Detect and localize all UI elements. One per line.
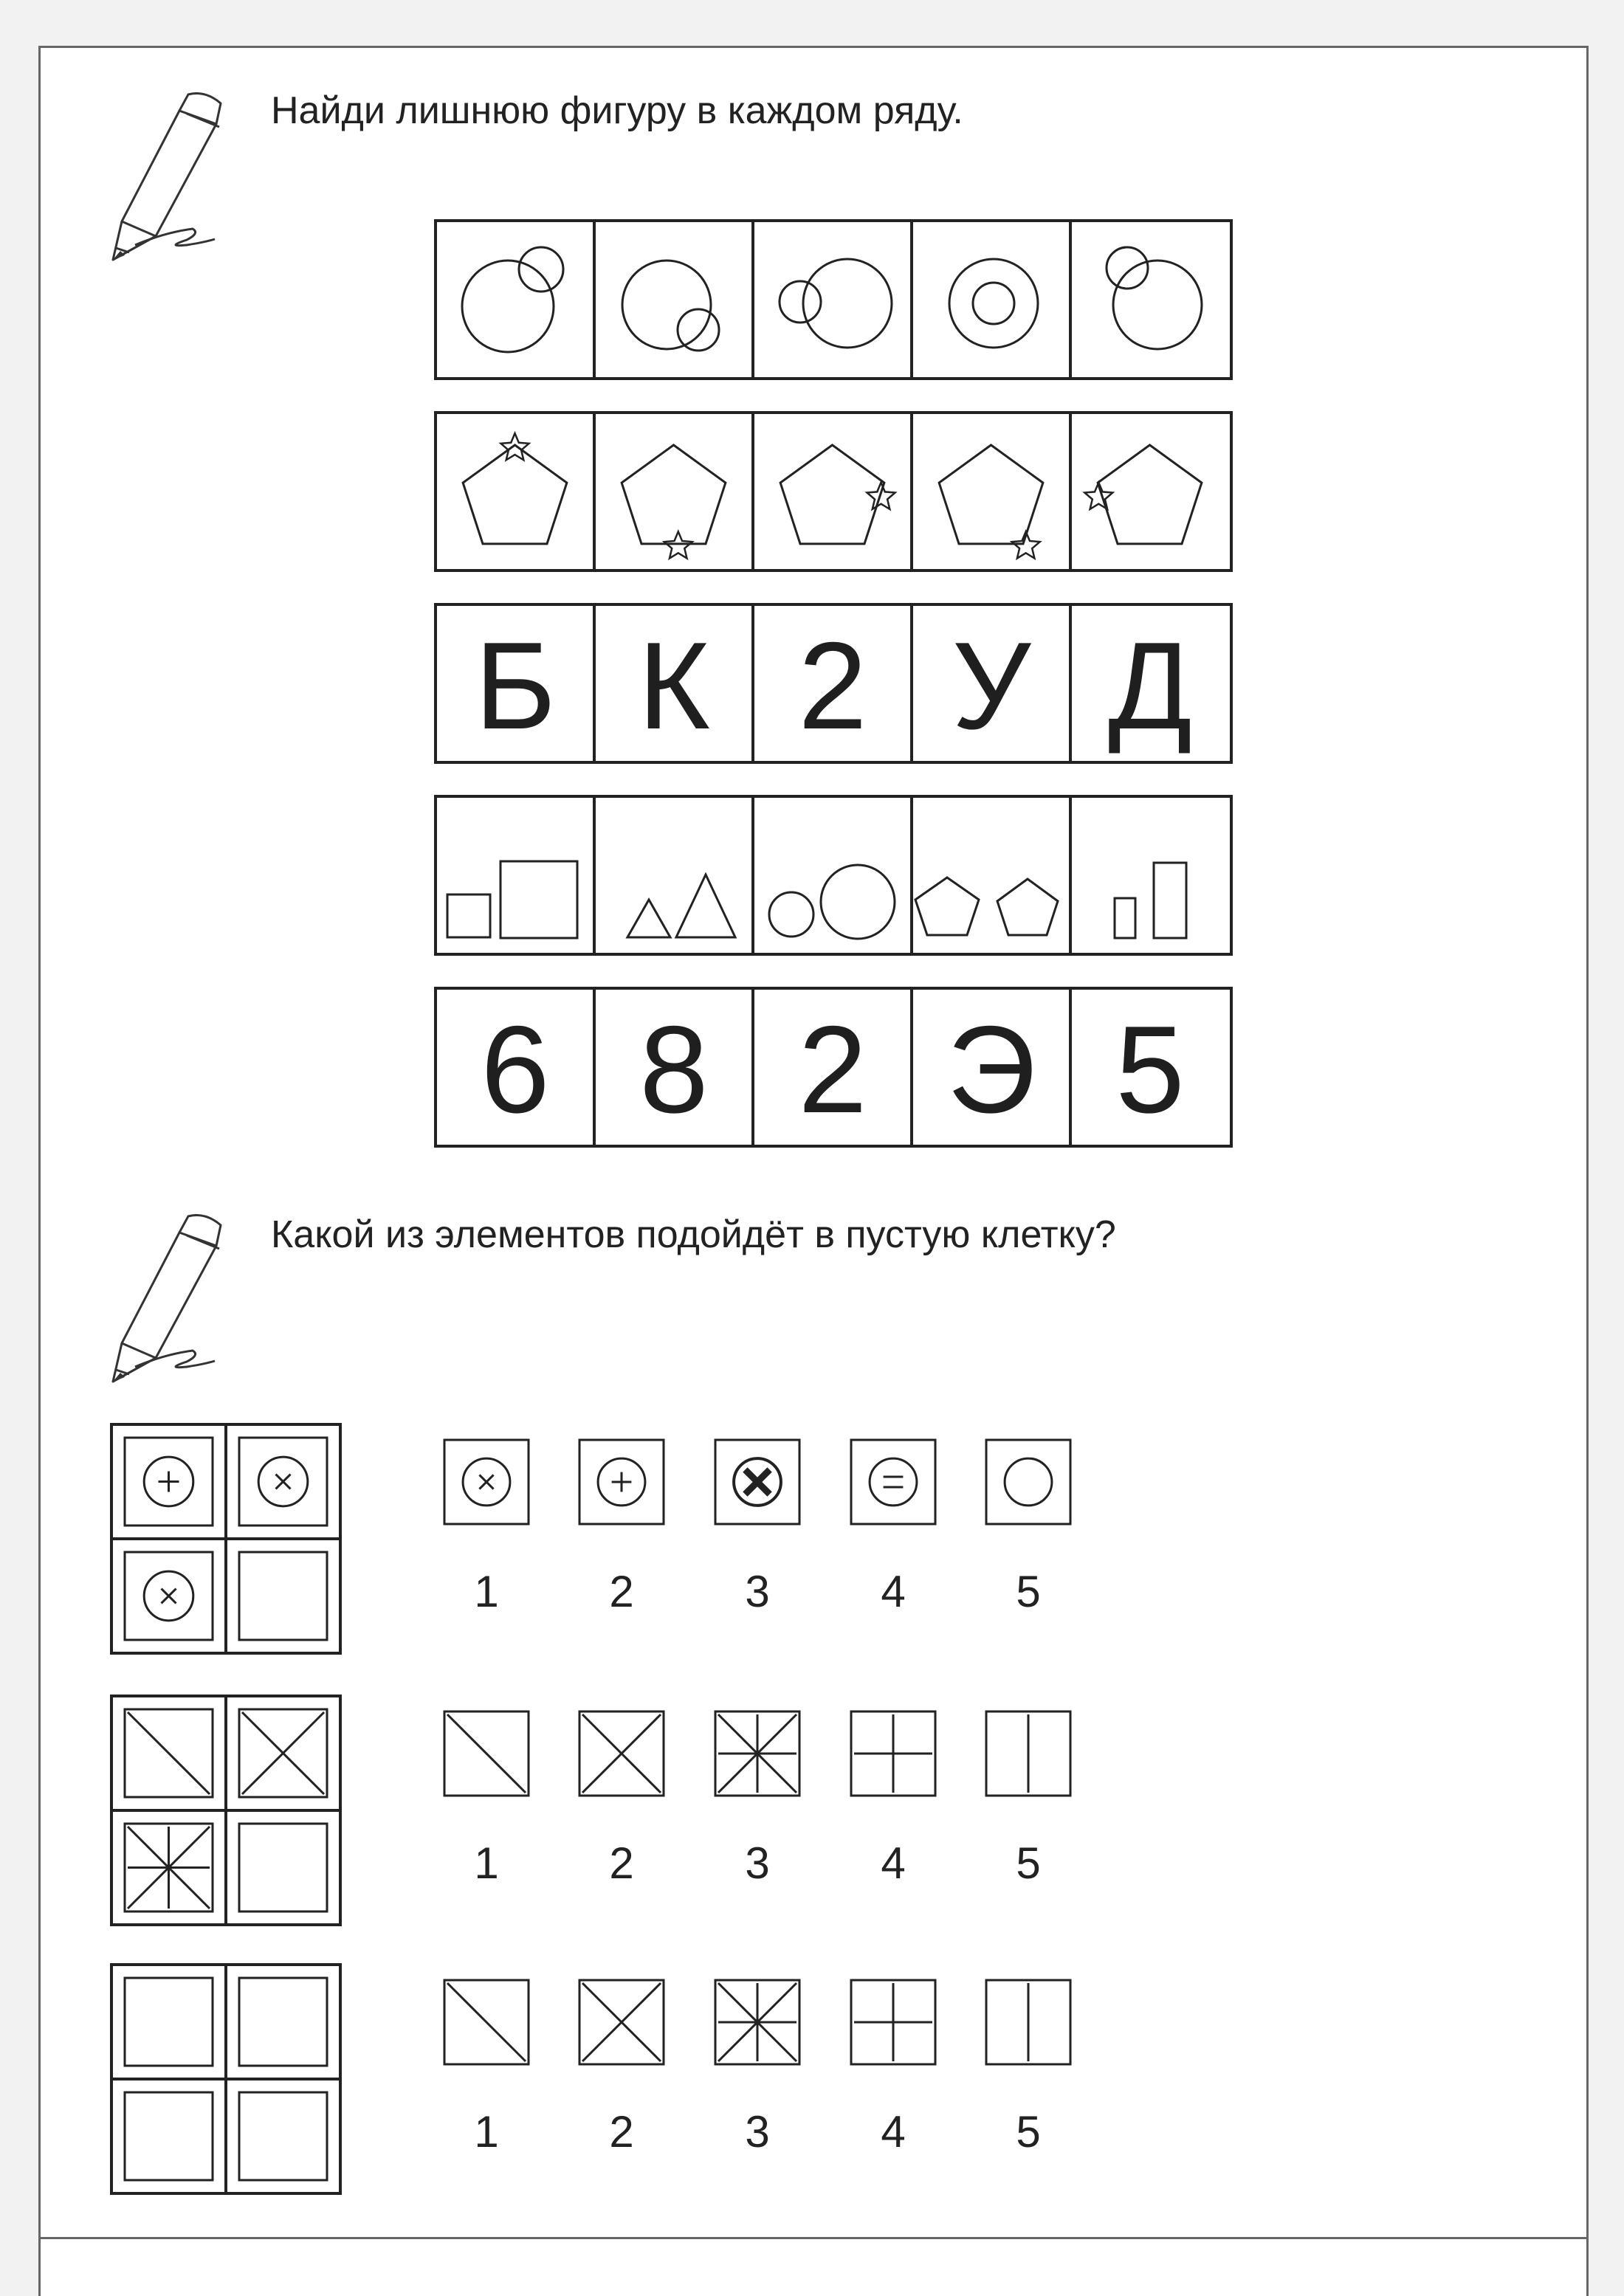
letter-cell: 2 bbox=[798, 616, 867, 755]
option-4[interactable] bbox=[851, 1711, 935, 1796]
puzzle-grid bbox=[111, 1424, 340, 1653]
grid-cell bbox=[239, 1709, 327, 1797]
line-plus-icon bbox=[854, 1983, 932, 2061]
option-5[interactable] bbox=[986, 1440, 1070, 1524]
grid-cell bbox=[125, 1552, 213, 1640]
grid-cell bbox=[239, 1824, 327, 1911]
line-diagonal-icon bbox=[447, 1983, 526, 2061]
option-1[interactable] bbox=[444, 1980, 529, 2064]
digit-cell: 5 bbox=[1115, 1000, 1185, 1139]
bottom-rule bbox=[41, 2237, 1586, 2239]
circle-empty-icon bbox=[1005, 1458, 1052, 1506]
option-number-label: 1 bbox=[474, 1838, 499, 1888]
grid-cell bbox=[239, 2092, 327, 2180]
option-number-label: 1 bbox=[474, 1567, 499, 1616]
option-1[interactable] bbox=[444, 1440, 529, 1524]
option-number-label: 2 bbox=[609, 1838, 634, 1888]
option-4[interactable] bbox=[851, 1440, 935, 1524]
digit-cell: 2 bbox=[798, 1000, 867, 1139]
worksheet-page bbox=[38, 46, 1589, 2296]
line-x-icon bbox=[242, 1712, 324, 1794]
puzzle-grid bbox=[111, 1965, 340, 2193]
line-star-icon bbox=[718, 1714, 796, 1793]
option-number-label: 2 bbox=[609, 2107, 634, 2157]
grid-cell bbox=[125, 1978, 213, 2066]
circle-cross-bold-icon bbox=[734, 1458, 781, 1506]
option-2[interactable] bbox=[579, 1440, 664, 1524]
option-number-label: 3 bbox=[745, 1838, 770, 1888]
task2-title: Какой из элементов подойдёт в пустую клетку? bbox=[271, 1213, 1116, 1256]
line-diagonal-icon bbox=[128, 1712, 210, 1794]
digit-cell: 8 bbox=[639, 1000, 709, 1139]
digit-cell: 6 bbox=[481, 1000, 550, 1139]
option-2[interactable] bbox=[579, 1980, 664, 2064]
option-3[interactable] bbox=[715, 1711, 799, 1796]
option-3[interactable] bbox=[715, 1440, 799, 1524]
grid-cell bbox=[239, 1438, 327, 1526]
line-plus-icon bbox=[854, 1714, 932, 1793]
circle-plus-icon bbox=[144, 1457, 193, 1506]
option-5[interactable] bbox=[986, 1711, 1070, 1796]
option-number-label: 4 bbox=[881, 1838, 906, 1888]
option-number-label: 2 bbox=[609, 1567, 634, 1616]
option-number-label: 4 bbox=[881, 1567, 906, 1616]
option-3[interactable] bbox=[715, 1980, 799, 2064]
grid-cell bbox=[239, 1552, 327, 1640]
line-star-icon bbox=[718, 1983, 796, 2061]
letter-cell: К bbox=[638, 616, 710, 755]
grid-cell bbox=[125, 2092, 213, 2180]
puzzle-grid bbox=[111, 1696, 340, 1925]
option-number-label: 3 bbox=[745, 1567, 770, 1616]
digit-cell: Э bbox=[946, 1000, 1036, 1139]
task1-title: Найди лишнюю фигуру в каждом ряду. bbox=[271, 89, 963, 132]
grid-cell bbox=[239, 1978, 327, 2066]
line-x-icon bbox=[582, 1714, 661, 1793]
circle-cross-icon bbox=[258, 1457, 308, 1506]
option-number-label: 4 bbox=[881, 2107, 906, 2157]
grid-cell bbox=[125, 1824, 213, 1911]
option-number-label: 3 bbox=[745, 2107, 770, 2157]
option-1[interactable] bbox=[444, 1711, 529, 1796]
circle-cross-icon bbox=[144, 1571, 193, 1621]
circle-plus-icon bbox=[598, 1458, 645, 1506]
letter-cell: Б bbox=[474, 616, 557, 755]
line-star-icon bbox=[128, 1827, 210, 1909]
grid-cell bbox=[125, 1438, 213, 1526]
grid-cell bbox=[125, 1709, 213, 1797]
option-2[interactable] bbox=[579, 1711, 664, 1796]
option-4[interactable] bbox=[851, 1980, 935, 2064]
circle-equals-icon bbox=[870, 1458, 917, 1506]
line-diagonal-icon bbox=[447, 1714, 526, 1793]
circle-cross-icon bbox=[463, 1458, 510, 1506]
option-number-label: 1 bbox=[474, 2107, 499, 2157]
option-number-label: 5 bbox=[1016, 1838, 1041, 1888]
option-number-label: 5 bbox=[1016, 2107, 1041, 2157]
option-number-label: 5 bbox=[1016, 1567, 1041, 1616]
puzzles-svg bbox=[41, 48, 1586, 2296]
line-x-icon bbox=[582, 1983, 661, 2061]
letter-cell: У bbox=[952, 616, 1031, 755]
letter-cell: Д bbox=[1108, 616, 1192, 755]
option-5[interactable] bbox=[986, 1980, 1070, 2064]
